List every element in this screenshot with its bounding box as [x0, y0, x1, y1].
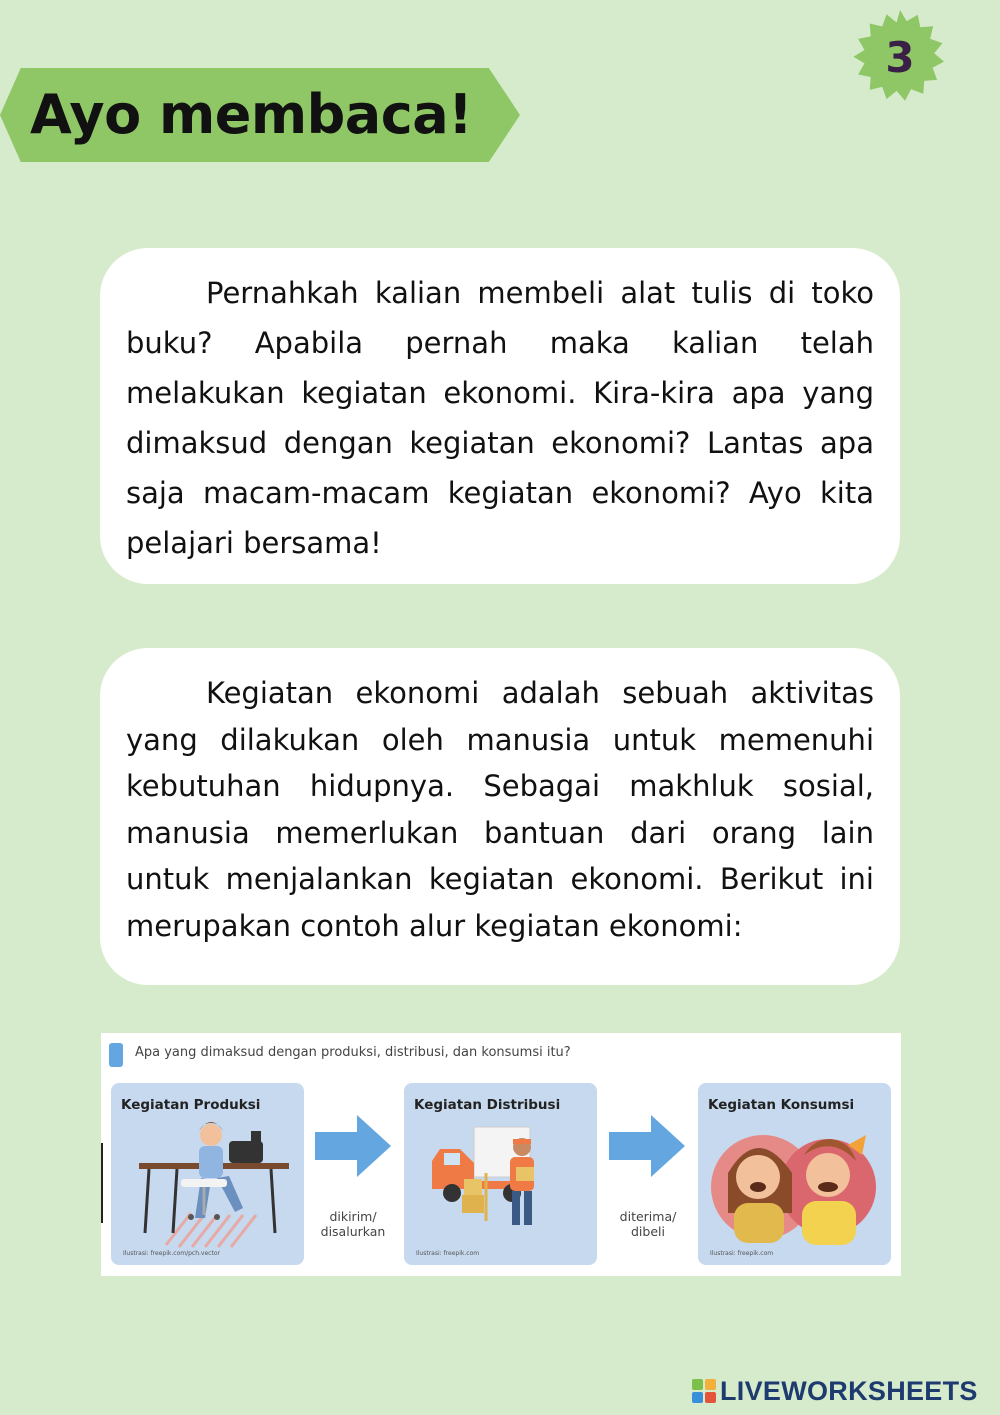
arrow-right-icon — [315, 1115, 391, 1177]
diagram-question: Apa yang dimaksud dengan produksi, distribusi, dan konsumsi itu? — [135, 1045, 571, 1060]
definition-card — [100, 648, 900, 985]
arrow-label-sent-line1: dikirim/ — [329, 1209, 377, 1224]
page-title: Ayo membaca! — [30, 83, 473, 146]
arrow-label-received-line1: diterima/ — [619, 1209, 677, 1224]
distribution-credit: Ilustrasi: freepik.com — [416, 1250, 480, 1257]
consumption-title: Kegiatan Konsumsi — [708, 1097, 855, 1113]
arrow-right-icon — [609, 1115, 685, 1177]
consumption-credit: Ilustrasi: freepik.com — [710, 1250, 774, 1257]
consumption-box — [698, 1083, 891, 1265]
intro-paragraph: Pernahkah kalian membeli alat tulis di toko buku? Apabila pernah maka kalian telah melakukan kegiatan ekonomi. Kira-kira apa yang dimaksud dengan kegiatan ekonomi? Lantas apa saja macam-macam kegiatan ekonomi? Ayo kita pelajari bersama! — [126, 276, 874, 560]
arrow-label-sent-line2: disalurkan — [320, 1224, 386, 1239]
economic-flow-diagram — [101, 1033, 901, 1276]
question-marker-icon — [109, 1043, 123, 1067]
diagram-edge-line — [101, 1143, 103, 1223]
liveworksheets-logo-icon — [692, 1379, 716, 1403]
arrow-label-received-line2: dibeli — [631, 1224, 665, 1239]
arrow-label-sent — [303, 1209, 403, 1239]
arrow-label-received — [598, 1209, 698, 1239]
production-box — [111, 1083, 304, 1265]
intro-card — [100, 248, 900, 584]
distribution-box — [404, 1083, 597, 1265]
production-title: Kegiatan Produksi — [121, 1097, 261, 1113]
definition-paragraph: Kegiatan ekonomi adalah sebuah aktivitas yang dilakukan oleh manusia untuk memenuhi kebutuhan hidupnya. Sebagai makhluk sosial, manusia memerlukan bantuan dari orang lain untuk menjalankan kegiatan ekonomi. Berikut ini merupakan contoh alur kegiatan ekonomi: — [126, 676, 874, 943]
production-credit: Ilustrasi: freepik.com/pch.vector — [123, 1250, 220, 1257]
footer-brand-text: LIVEWORKSHEETS — [720, 1376, 978, 1406]
page-number-badge — [850, 8, 950, 108]
page-number: 3 — [885, 33, 915, 82]
distribution-title: Kegiatan Distribusi — [414, 1097, 561, 1113]
